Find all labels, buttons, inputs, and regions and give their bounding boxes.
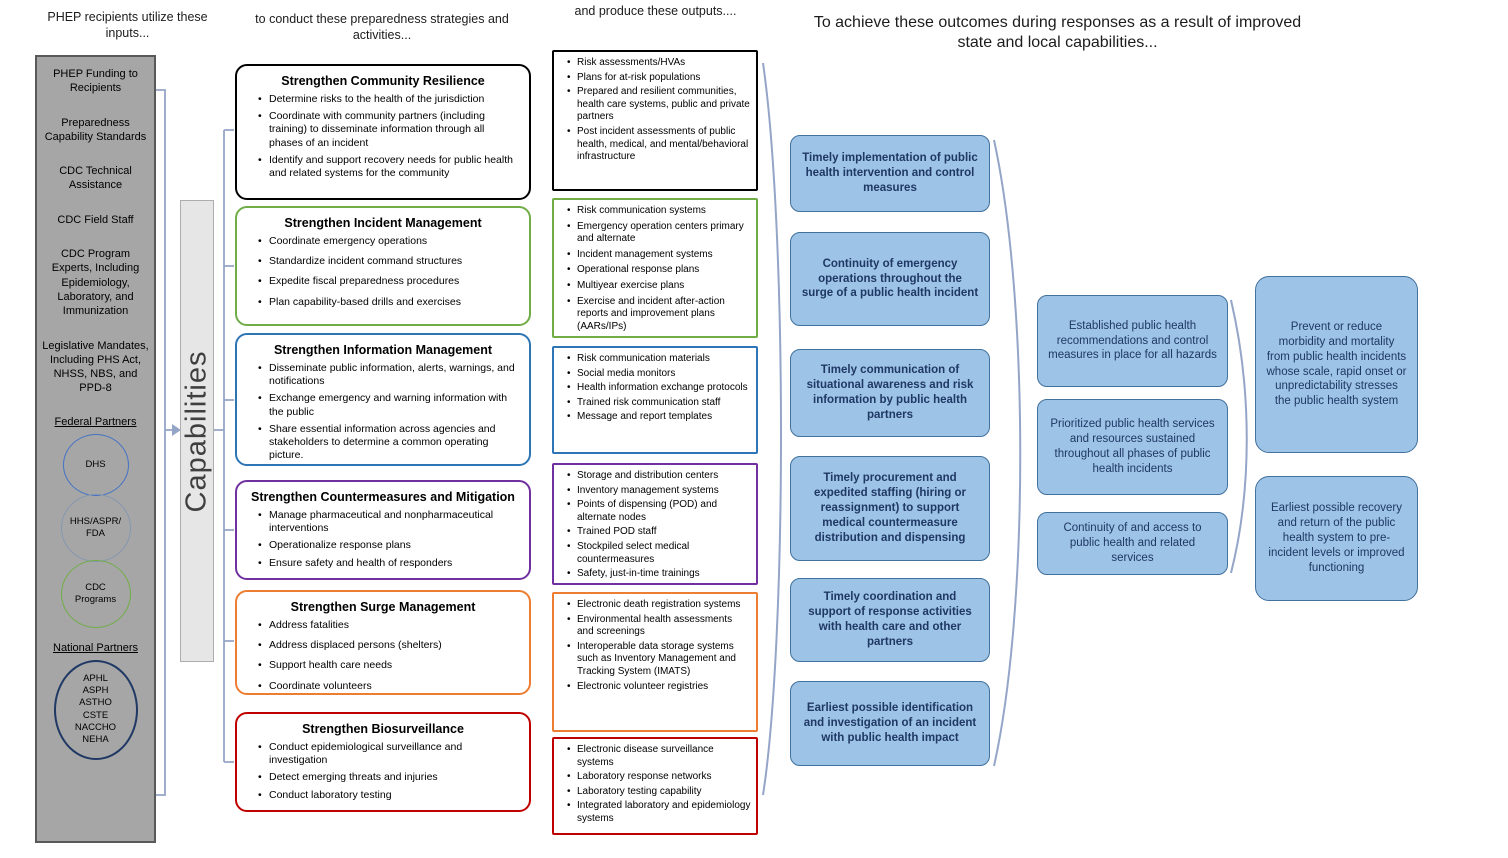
- output-bullet: • Risk communication systems: [565, 205, 751, 218]
- strategy-title: Strengthen Biosurveillance: [302, 722, 464, 736]
- input-item-legislative-mandates: Legislative Mandates, Including PHS Act, NHSS, NBS, and PPD-8: [42, 339, 149, 395]
- federal-partner-circle-cdc-programs: [61, 560, 131, 628]
- federal-partners-label: Federal Partners: [54, 415, 137, 428]
- output-bullet-list: [565, 599, 751, 693]
- input-item-capability-standards: Preparedness Capability Standards: [44, 116, 147, 143]
- outputs-column-header: and produce these outputs....: [574, 4, 737, 18]
- strategy-bullet: • Exchange emergency and warning information with the public: [258, 392, 520, 418]
- strategy-bullet: • Ensure safety and health of responders: [258, 557, 520, 570]
- strategy-bullet-list: [258, 509, 520, 570]
- output-bullet: • Laboratory testing capability: [565, 786, 751, 799]
- strategy-bullet-list: [258, 619, 520, 693]
- capabilities-bar: [180, 200, 214, 662]
- outcome-box-timely-communication: Timely communication of situational awareness and risk information by public health partners: [790, 349, 990, 437]
- output-bullet-list: [565, 744, 751, 826]
- output-box-biosurveillance: [552, 737, 758, 835]
- outcomes-column-header: To achieve these outcomes during responses as a result of improved state and local capabilities...: [813, 14, 1302, 51]
- output-bullet: • Environmental health assessments and screenings: [565, 614, 751, 639]
- input-item-field-staff: CDC Field Staff: [57, 213, 134, 226]
- national-partner-asph: ASPH: [82, 685, 109, 697]
- strategy-bullet: • Conduct epidemiological surveillance and investigation: [258, 741, 520, 767]
- output-bullet: • Electronic death registration systems: [565, 599, 751, 612]
- output-bullet: • Integrated laboratory and epidemiology systems: [565, 800, 751, 825]
- strategy-bullet: • Operationalize response plans: [258, 539, 520, 552]
- input-item-phep-funding: PHEP Funding to Recipients: [53, 68, 138, 95]
- strategy-bullet: • Support health care needs: [258, 659, 520, 672]
- output-box-surge-management: [552, 592, 758, 732]
- output-bullet: • Trained POD staff: [565, 526, 751, 539]
- output-bullet: • Risk assessments/HVAs: [565, 57, 751, 70]
- output-box-information-management: [552, 346, 758, 454]
- federal-partner-circle-hhs-aspr-fda: [61, 494, 131, 562]
- circle-label: CDC Programs: [74, 582, 117, 605]
- output-bullet: • Points of dispensing (POD) and alternate nodes: [565, 499, 751, 524]
- output-bullet: • Health information exchange protocols: [565, 382, 751, 395]
- output-bullet: • Electronic disease surveillance systems: [565, 744, 751, 769]
- mid-outcome-box-prioritized-services: Prioritized public health services and resources sustained throughout all phases of public health incidents: [1037, 399, 1228, 495]
- strategy-bullet-list: [258, 362, 520, 463]
- strategy-box-information-management: [235, 333, 531, 466]
- output-bullet-list: [565, 353, 751, 424]
- outcome-box-timely-procurement: Timely procurement and expedited staffing (hiring or reassignment) to support medical countermeasure distribution and dispensing: [790, 456, 990, 561]
- output-bullet: • Prepared and resilient communities, health care systems, public and private partners: [565, 86, 751, 124]
- output-bullet: • Laboratory response networks: [565, 771, 751, 784]
- capabilities-label: Capabilities: [180, 350, 213, 512]
- strategy-title: Strengthen Incident Management: [284, 216, 482, 230]
- output-bullet-list: [565, 57, 751, 164]
- strategy-bullet-list: [258, 741, 520, 802]
- outcome-box-timely-coordination: Timely coordination and support of response activities with health care and other partners: [790, 578, 990, 662]
- outcome-box-continuity-operations: Continuity of emergency operations throughout the surge of a public health incident: [790, 232, 990, 326]
- strategy-title: Strengthen Information Management: [273, 343, 493, 357]
- output-box-incident-management: [552, 198, 758, 338]
- output-bullet: • Storage and distribution centers: [565, 470, 751, 483]
- output-bullet-list: [565, 470, 751, 581]
- outcome-box-earliest-identification: Earliest possible identification and investigation of an incident with public health impact: [790, 681, 990, 766]
- strategy-bullet: • Coordinate emergency operations: [258, 235, 520, 248]
- strategy-box-surge-management: [235, 590, 531, 695]
- output-bullet: • Multiyear exercise plans: [565, 280, 751, 293]
- national-partner-cste: CSTE: [82, 709, 109, 721]
- national-partner-naccho: NACCHO: [74, 722, 117, 734]
- strategy-bullet: • Disseminate public information, alerts, warnings, and notifications: [258, 362, 520, 388]
- output-bullet: • Social media monitors: [565, 368, 751, 381]
- output-bullet: • Operational response plans: [565, 264, 751, 277]
- output-bullet: • Message and report templates: [565, 411, 751, 424]
- strategy-bullet: • Determine risks to the health of the jurisdiction: [258, 93, 520, 106]
- strategy-bullet: • Coordinate volunteers: [258, 680, 520, 693]
- output-bullet: • Exercise and incident after-action reports and improvement plans (AARs/IPs): [565, 296, 751, 334]
- output-bullet: • Risk communication materials: [565, 353, 751, 366]
- strategy-bullet: • Expedite fiscal preparedness procedures: [258, 275, 520, 288]
- circle-label: DHS: [85, 459, 106, 471]
- input-item-program-experts: CDC Program Experts, Including Epidemiology, Laboratory, and Immunization: [51, 248, 140, 318]
- strategy-bullet: • Detect emerging threats and injuries: [258, 771, 520, 784]
- strategy-box-incident-management: [235, 206, 531, 326]
- output-bullet: • Stockpiled select medical countermeasures: [565, 541, 751, 566]
- national-partner-astho: ASTHO: [79, 697, 112, 709]
- national-partners-label: National Partners: [53, 641, 138, 654]
- strategy-bullet: • Standardize incident command structures: [258, 255, 520, 268]
- strategy-bullet-list: [258, 93, 520, 180]
- inputs-column-header: PHEP recipients utilize these inputs...: [47, 10, 208, 40]
- strategy-bullet: • Address fatalities: [258, 619, 520, 632]
- strategy-box-countermeasures-mitigation: [235, 480, 531, 580]
- output-bullet: • Inventory management systems: [565, 485, 751, 498]
- strategy-title: Strengthen Surge Management: [290, 600, 476, 614]
- outcomes-to-mid-brace: [994, 140, 1020, 766]
- output-bullet: • Safety, just-in-time trainings: [565, 568, 751, 581]
- national-partner-aphl: APHL: [83, 672, 108, 684]
- outputs-to-outcomes-brace: [763, 63, 781, 795]
- output-bullet: • Post incident assessments of public health, medical, and mental/behavioral infrastructure: [565, 126, 751, 164]
- outcome-box-timely-implementation: Timely implementation of public health intervention and control measures: [790, 135, 990, 212]
- output-bullet: • Emergency operation centers primary and alternate: [565, 221, 751, 246]
- strategy-title: Strengthen Countermeasures and Mitigation: [251, 490, 515, 504]
- capabilities-connector: [214, 130, 234, 762]
- strategy-bullet-list: [258, 235, 520, 309]
- strategy-box-community-resilience: [235, 64, 531, 200]
- strategy-bullet: • Plan capability-based drills and exercises: [258, 296, 520, 309]
- inputs-panel: [35, 55, 156, 843]
- strategies-column-header: to conduct these preparedness strategies and activities...: [255, 12, 509, 42]
- output-box-community-resilience: [552, 50, 758, 191]
- output-bullet: • Plans for at-risk populations: [565, 72, 751, 85]
- inputs-bracket-line: [156, 90, 165, 795]
- output-bullet: • Interoperable data storage systems such as Inventory Management and Tracking System (IMATS): [565, 641, 751, 679]
- mid-to-impacts-brace: [1231, 300, 1247, 573]
- national-partner-neha: NEHA: [82, 734, 109, 746]
- strategy-bullet: • Identify and support recovery needs for public health and related systems for the community: [258, 154, 520, 180]
- output-bullet: • Electronic volunteer registries: [565, 681, 751, 694]
- mid-outcome-box-continuity-access: Continuity of and access to public health and related services: [1037, 512, 1228, 575]
- strategy-bullet: • Coordinate with community partners (including training) to disseminate information through all phases of an incident: [258, 110, 520, 150]
- output-bullet-list: [565, 205, 751, 333]
- strategy-bullet: • Share essential information across agencies and stakeholders to determine a common operating picture.: [258, 423, 520, 463]
- strategy-bullet: • Manage pharmaceutical and nonpharmaceutical interventions: [258, 509, 520, 535]
- input-item-technical-assistance: CDC Technical Assistance: [59, 165, 132, 192]
- strategy-title: Strengthen Community Resilience: [281, 74, 485, 88]
- circle-label: HHS/ASPR/ FDA: [69, 516, 122, 539]
- impact-box-prevent-morbidity: Prevent or reduce morbidity and mortality from public health incidents whose scale, rapid onset or unpredictability stresses the public health system: [1255, 276, 1418, 453]
- output-bullet: • Trained risk communication staff: [565, 397, 751, 410]
- mid-outcome-box-established-recommendations: Established public health recommendations and control measures in place for all hazards: [1037, 295, 1228, 387]
- impact-box-earliest-recovery: Earliest possible recovery and return of the public health system to pre-incident levels or improved functioning: [1255, 476, 1418, 601]
- strategy-bullet: • Address displaced persons (shelters): [258, 639, 520, 652]
- strategy-bullet: • Conduct laboratory testing: [258, 789, 520, 802]
- federal-partner-circle-dhs: [63, 434, 129, 496]
- strategy-box-biosurveillance: [235, 712, 531, 812]
- national-partners-circle: [54, 660, 138, 760]
- output-bullet: • Incident management systems: [565, 249, 751, 262]
- output-box-countermeasures-mitigation: [552, 463, 758, 585]
